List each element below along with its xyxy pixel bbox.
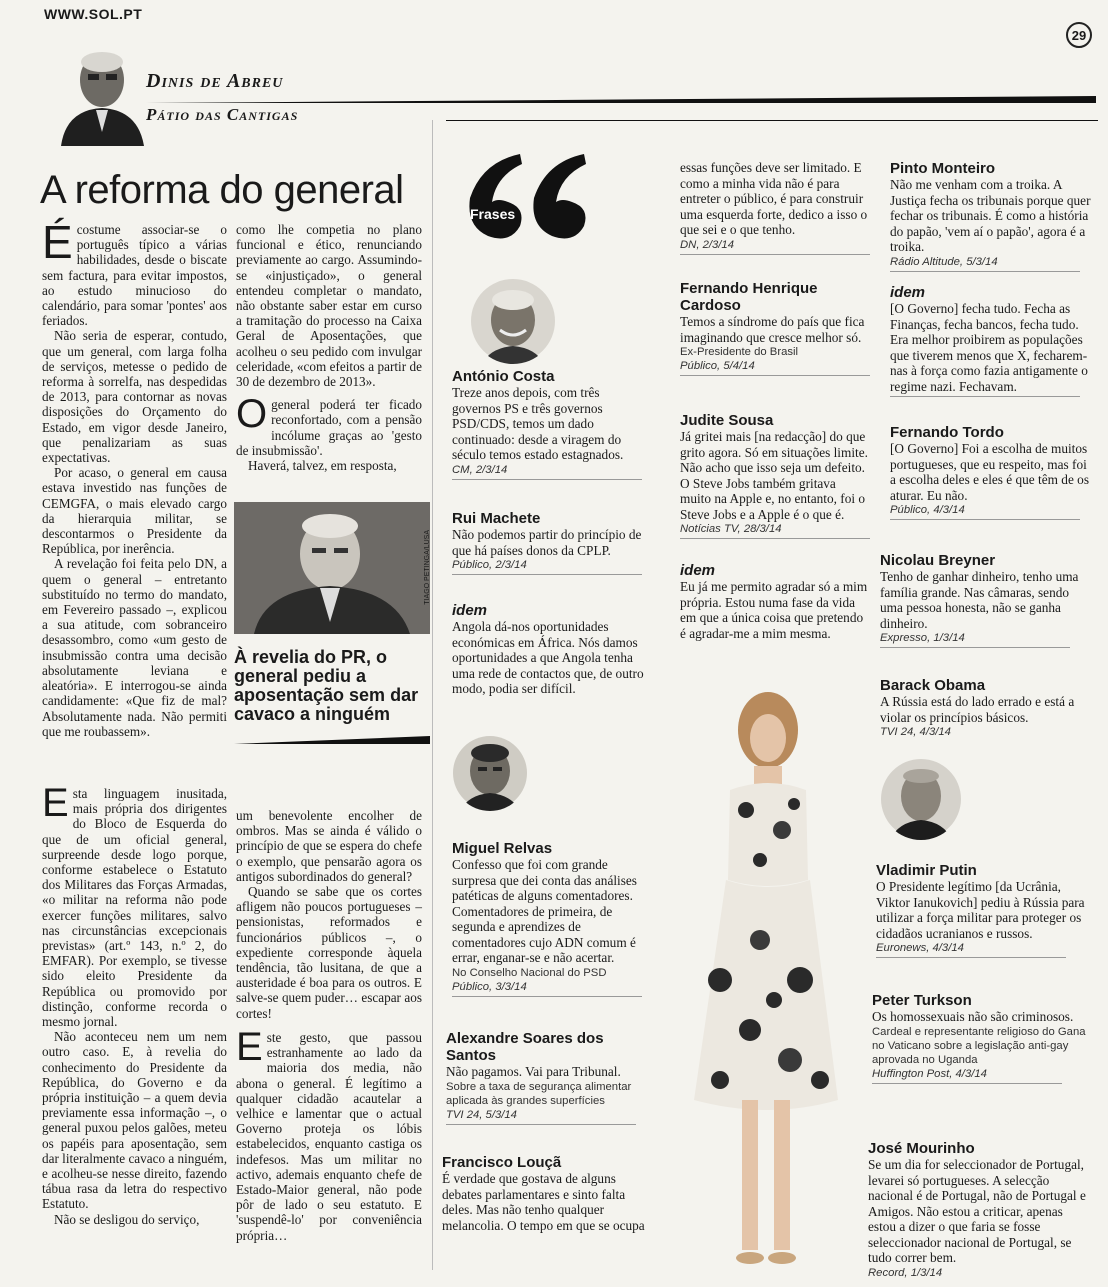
paragraph: Não seria de esperar, contudo, que um general, com larga folha de serviços, metesse o pedido de reforma à sorrelfa, nas despedidas de 2013, para contornar as novas disposições do Orçamento do Estado, em vigor desde Janeiro, que penalizariam as suas expectativas.	[42, 328, 227, 466]
quote-idem-1	[452, 602, 650, 697]
pull-quote-rule	[234, 736, 430, 744]
paragraph: como lhe competia no plano funcional e ético, renunciando previamente ao cargo. Assumindo-se «injustiçado», o general entendeu completar o mandato, não obstante saber estar em curso a tramitação do processo na Caixa Geral de Aposentações, que acolheu o seu pedido com invulgar celeridade, «com efeitos a partir de 30 de dezembro de 2013».	[236, 222, 422, 390]
quote-author: Nicolau Breyner	[880, 552, 996, 569]
photo-credit: TIAGO PETINGA/LUSA	[424, 530, 431, 605]
article-column-1	[42, 216, 227, 739]
quote-text: Os homossexuais não são criminosos.	[872, 1009, 1074, 1024]
quote-source: Notícias TV, 28/3/14	[680, 523, 782, 535]
paragraph: sta linguagem inusitada, mais própria dos dirigentes do Bloco de Esquerda do que de um oficial general, surpreende desde logo porque, conforme estabelece o Estatuto dos Militares das Forças Armadas, «o militar na reforma não pode exercer funções militares, salvo nas circunstâncias excepcionais previstas» (art.º 143, n.º 2, do EMFAR). Por exemplo, se tivesse sido eleito Presidente da República ou promovido por distinção, conforme recorda o mesmo jornal.	[42, 786, 227, 1030]
quote-note: Cardeal e representante religioso do Gana no Vaticano sobre a legislação anti-gay aprovada no Uganda	[872, 1025, 1086, 1066]
quote-mark-icon	[462, 146, 590, 246]
quote-text: essas funções deve ser limitado. E como a minha vida não é para entreter o público, é para construir uma esquerda forte, dedico a isso o que sei e o que tenho.	[680, 160, 868, 237]
paragraph: ste gesto, que passou estranhamente ao lado da maioria dos media, não abona o general. É legítimo a qualquer cidadão acautelar a velhice e lamentar que o actual Governo proteja os lóbis estabelecidos, enquanto castiga os indefesos. Mas um militar no activo, ademais enquanto chefe de Estado-Maior general, não pode pôr de lado o seu estatuto. E 'suspendê-lo' por conveniência própria…	[236, 1030, 422, 1243]
quote-author: Miguel Relvas	[452, 840, 553, 857]
quote-alexandre-soares-dos-santos	[446, 1030, 650, 1125]
portrait-miguel-relvas	[452, 735, 528, 811]
quote-fernando-henrique-cardoso	[680, 280, 870, 376]
quote-source: Huffington Post, 4/3/14	[872, 1067, 987, 1080]
quote-note: Sobre a taxa de segurança alimentar aplicada às grandes superfícies	[446, 1080, 632, 1107]
quote-author: Alexandre Soares dos Santos	[446, 1030, 604, 1064]
quote-author: António Costa	[452, 368, 555, 385]
paragraph: Por acaso, o general em causa estava investido nas funções de CEMGFA, o mais elevado cargo da hierarquia militar, se descontarmos o Presidente da República, por inerência.	[42, 465, 227, 557]
portrait-antonio-costa	[470, 278, 556, 364]
paragraph: um benevolente encolher de ombros. Mas se ainda é válido o princípio de que se espera do chefe o exemplo, que pensarão agora os antigos subordinados do general?	[236, 808, 422, 884]
quote-text: É verdade que gostava de alguns debates parlamentares e sinto falta deles. Mas não tenho qualquer melancolia. O tempo em que se ocupa	[442, 1171, 645, 1233]
quote-divider	[452, 574, 642, 575]
quote-text: Angola dá-nos oportunidades económicas em África. Nós damos oportunidades a que Angola tenha uma rede de contactos que, de outro modo, podia ser difícil.	[452, 619, 644, 696]
quote-divider	[452, 996, 642, 997]
quote-author: Francisco Louçã	[442, 1154, 562, 1171]
article-column-2	[236, 222, 422, 473]
quote-divider	[890, 271, 1080, 272]
header-rule	[146, 96, 1096, 103]
quote-source: DN, 2/3/14	[680, 238, 735, 251]
headline: A reforma do general	[40, 168, 404, 212]
quote-author: idem	[680, 562, 716, 579]
quote-fernando-tordo	[890, 424, 1094, 520]
quote-rui-machete	[452, 510, 650, 575]
frases-top-rule	[446, 120, 1098, 121]
quote-miguel-relvas	[452, 840, 650, 997]
site-url: WWW.SOL.PT	[44, 6, 143, 22]
quote-divider	[680, 254, 870, 255]
quote-text: Se um dia for seleccionador de Portugal, levarei só portugueses. A selecção nacional é de Portugal, não de Portugal e Amigos. Não estou a criticar, apenas estou a dizer o que faria se fosse seleccionador nacional de Portugal, se tudo correr bem.	[868, 1157, 1086, 1265]
quote-author: Pinto Monteiro	[890, 160, 995, 177]
quote-peter-turkson	[872, 992, 1094, 1084]
quote-divider	[890, 396, 1080, 397]
author-name: Dinis de Abreu	[146, 70, 284, 92]
dropcap: O	[236, 392, 268, 437]
quote-note: Ex-Presidente do Brasil	[680, 346, 799, 358]
paragraph: Haverá, talvez, em resposta,	[248, 458, 397, 474]
quote-author: José Mourinho	[868, 1140, 975, 1157]
paragraph: Quando se sabe que os cortes afligem não poucos portugueses – pensionistas, reformados e funcionários públicos –, o expediente corresponde àquela tendência, tão lusitana, de que a austeridade é boa para os outros. E salve-se quem puder… escapar aos cortes!	[236, 884, 422, 1021]
frases-label: Frases	[470, 206, 516, 222]
quote-divider	[880, 647, 1070, 648]
quote-idem-2	[680, 562, 870, 641]
quote-author: Barack Obama	[880, 677, 986, 694]
quote-author: Judite Sousa	[680, 412, 774, 429]
article-column-2-bottom	[236, 808, 422, 1021]
photo-judite-sousa	[690, 680, 840, 1280]
quote-source: CM, 2/3/14	[452, 463, 508, 476]
quote-text: Não pagamos. Vai para Tribunal.	[446, 1064, 621, 1079]
article-column-2-end	[236, 1025, 422, 1243]
quote-author: Vladimir Putin	[876, 862, 977, 879]
paragraph: general poderá ter ficado reconfortado, com a pensão incólume graças ao 'gesto de insubmissão'.	[236, 397, 422, 458]
quote-pinto-monteiro	[890, 160, 1094, 272]
quote-antonio-costa	[452, 368, 650, 480]
quote-text: Confesso que foi com grande surpresa que dei conta das análises patéticas de alguns comentadores. Comentadores de primeira, de segunda e aprendizes de comentadores cujo ADN comum é errar, enganar-se e não acertar.	[452, 857, 637, 965]
quote-text: Eu já me permito agradar só a mim própria. Estou numa fase da vida em que a única coisa que pretendo é agradar-me a mim mesma.	[680, 579, 868, 641]
quote-text: A Rússia está do lado errado e está a violar os princípios básicos.	[880, 694, 1075, 725]
quote-source: TVI 24, 4/3/14	[880, 726, 951, 738]
quote-idem-3	[890, 284, 1094, 397]
quote-author: idem	[452, 602, 488, 619]
quote-text: Não podemos partir do princípio de que há países donos da CPLP.	[452, 527, 642, 558]
quote-text: Não me venham com a troika. A Justiça fecha os tribunais porque quer fechar os tribunais. É como a história do papão, 'vem aí o papão', agora é a troika.	[890, 177, 1091, 254]
quote-divider	[872, 1083, 1062, 1084]
quote-author: Fernando Tordo	[890, 424, 1004, 441]
quote-source: Público, 4/3/14	[890, 504, 965, 516]
quote-source: Expresso, 1/3/14	[880, 632, 965, 644]
quote-divider	[680, 375, 870, 376]
quote-text: [O Governo] fecha tudo. Fecha as Finanças, fecha bancos, fecha tudo. Era melhor proibirem as populações que tiverem menos que X, fecharem-nas à força como fazia antigamente o regime nazi. Fechavam.	[890, 301, 1088, 394]
quote-francisco-louca	[442, 1154, 650, 1233]
paragraph: Não aconteceu nem um nem outro caso. E, à revelia do conhecimento do Presidente da República, do Governo e da própria instituição – a quem devia previamente essa informação –, o general puxou pelos galões, meteu os papéis para aposentação, sem dar literalmente cavaco a ninguém, e acolheu-se nesse direito, fazendo tábua rasa da letra do respectivo Estatuto.	[42, 1029, 227, 1212]
quote-author: Peter Turkson	[872, 992, 972, 1009]
dropcap: E	[42, 781, 69, 825]
quote-source: Euronews, 4/3/14	[876, 942, 964, 954]
author-photo	[56, 40, 146, 146]
quote-note: No Conselho Nacional do PSD	[452, 966, 607, 979]
paragraph: A revelação foi feita pelo DN, a quem o general – entretanto substituído no termo do mandato, em Fevereiro passado –, explicou a sua atitude, com sobranceiro desassombro, como «um gesto de insubmissão contra uma decisão absolutamente leviana e aleatória». E interrogou-se ainda candidamente: «Que fiz de mal? Absolutamente nada. Não permiti que me roubassem».	[42, 556, 227, 739]
article-column-1-bottom	[42, 781, 227, 1227]
column-separator	[432, 120, 433, 1270]
quote-source: Público, 3/3/14	[452, 980, 527, 993]
column-name: Pátio das Cantigas	[146, 105, 299, 124]
quote-source: Rádio Altitude, 5/3/14	[890, 255, 998, 268]
quote-text: Já gritei mais [na redacção] do que grito agora. Só em situações limite. Não acho que isso seja um defeito. O Steve Jobs também gritava muito na Apple e, no entanto, foi o Steve Jobs e a Apple é o que é.	[680, 429, 868, 522]
quote-text: Temos a síndrome do país que fica imaginando que cresce melhor só.	[680, 314, 865, 345]
portrait-vladimir-putin	[880, 758, 962, 840]
quote-text: Tenho de ganhar dinheiro, tenho uma família grande. Nas câmaras, sendo uma pessoa honesta, não se ganha dinheiro.	[880, 569, 1079, 631]
quote-source: Público, 5/4/14	[680, 360, 755, 372]
quote-jose-mourinho	[868, 1140, 1094, 1280]
quote-vladimir-putin	[876, 862, 1094, 958]
quote-divider	[452, 479, 642, 480]
paragraph: costume associar-se o português típico a várias habilidades, desde o biscate sem factura, para evitar impostos, ao estudo minucioso do calendário, para somar 'pontes' aos feriados.	[42, 222, 227, 329]
general-photo	[234, 502, 430, 634]
quote-barack-obama	[880, 677, 1094, 739]
quote-text: O Presidente legítimo [da Ucrânia, Viktor Ianukovich] pediu à Rússia para utilizar a força militar para proteger os cidadãos ucranianos e russos.	[876, 879, 1085, 941]
quote-source: TVI 24, 5/3/14	[446, 1108, 517, 1121]
quote-divider	[680, 538, 870, 539]
page-number: 29	[1066, 22, 1092, 48]
quote-nicolau-breyner	[880, 552, 1094, 648]
paragraph: Não se desligou do serviço,	[54, 1211, 200, 1227]
quote-divider	[446, 1124, 636, 1125]
quote-source: Record, 1/3/14	[868, 1266, 943, 1279]
dropcap: É	[42, 216, 73, 268]
quote-divider	[876, 957, 1066, 958]
dropcap: E	[236, 1025, 263, 1069]
quote-text: [O Governo] Foi a escolha de muitos portugueses, que eu respeito, mas foi a escolha deles e eles é que têm de os aturar. Eu não.	[890, 441, 1089, 503]
quote-judite-sousa	[680, 412, 870, 539]
quote-author: Fernando Henrique Cardoso	[680, 280, 818, 314]
quote-author: idem	[890, 284, 926, 301]
quote-text: Treze anos depois, com três governos PS e três governos PSD/CDS, temos um dado continuado: desde a viragem do século temos estado estagnados.	[452, 385, 624, 462]
quote-louca-continued	[680, 160, 870, 255]
quote-author: Rui Machete	[452, 510, 541, 527]
pull-quote: À revelia do PR, o general pediu a aposentação sem dar cavaco a ninguém	[234, 647, 419, 724]
quote-divider	[890, 519, 1080, 520]
quote-source: Público, 2/3/14	[452, 559, 527, 571]
